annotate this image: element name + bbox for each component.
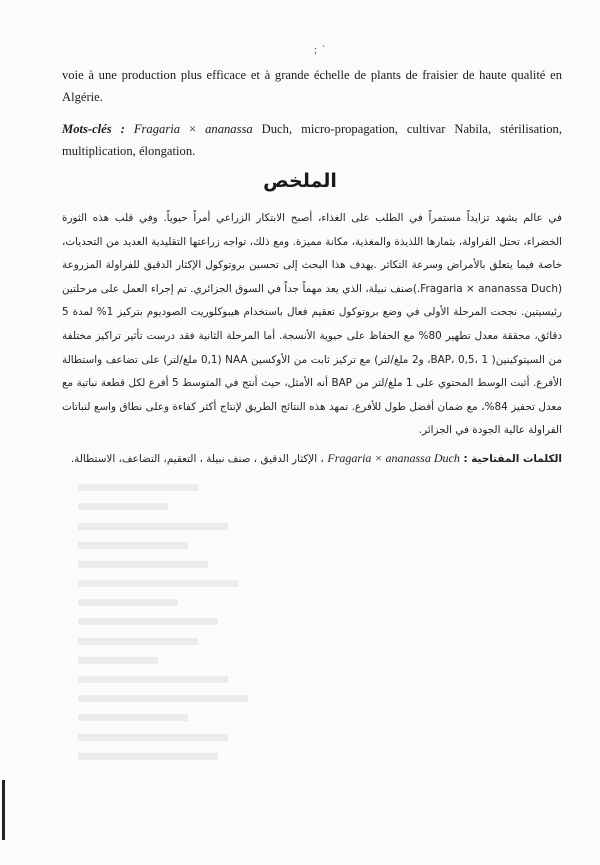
arabic-abstract-text: في عالم يشهد تزايداً مستمراً في الطلب على الغذاء، أصبح الابتكار الزراعي أمراً حيوياً. وفي قلب هذه الثورة الخضراء، تحتل الفراولة، بثمارها اللذيذة والمغذية، مكانة مميزة. ومع ذلك، تواجه زراعتها التقليدية العديد من التحديات، خاصة فيما يتعلق بالأمراض وسرعة التكاثر .يهدف هذا البحث إلى تحسين بروتوكول الإكثار الدقيق للفراولة المزروعة (Fragaria × ananassa Duch.)صنف نبيلة، الذي يعد مهماً جداً في السوق الجزائري. تم إجراء العمل على مرحلتين رئيسيتين. نجحت المرحلة الأولى في وضع بروتوكول تعقيم فعال باستخدام هيبوكلوريت الصوديوم بتركيز 1% لمدة 5 دقائق، محققة معدل تطهير 80% مع الحفاظ على حيوية الأنسجة. أما المرحلة الثانية فقد درست تأثير تراكيز مختلفة من السيتوكينين( BAP، 0,5، 1، و2 ملغ/لتر) مع تركيز ثابت من الأوكسين NAA (0,1 ملغ/لتر) على تضاعف واستطالة الأفرع. أثبت الوسط المحتوي على 1 ملغ/لتر من BAP أنه الأمثل، حيث أنتج في المتوسط 5 أفرع لكل قطعة نباتية مع معدل تحفيز 84%، مع ضمان أفضل طول للأفرع. تمهد هذه النتائج الطريق لإنتاج أكثر كفاءة وعلى نطاق واسع لنباتات الفراولة عالية الجودة في الجزائر. (62, 212, 563, 437)
arabic-keywords (62, 447, 562, 472)
arabic-abstract-body (62, 207, 562, 443)
french-keywords-label: Mots-clés : (62, 122, 125, 136)
keywords-species-epithet: ananassa (205, 122, 253, 136)
top-mark: ; ` (314, 44, 327, 56)
arabic-keywords-list: ، الإكثار الدقيق ، صنف نبيلة ، التعقيم، التضاعف، الاستطالة. (70, 453, 324, 465)
reverse-side-show-through (72, 478, 402, 766)
french-abstract-continuation (62, 64, 562, 108)
scan-edge-mark (2, 780, 5, 840)
arabic-keywords-species: Fragaria × ananassa Duch (327, 451, 460, 465)
arabic-abstract-title: الملخص (263, 170, 337, 192)
keywords-species-genus: Fragaria (133, 122, 181, 136)
keywords-cross: × (180, 122, 206, 136)
french-keywords (62, 118, 562, 162)
french-keywords-list: Duch, micro-propagation, cultivar Nabila, stérilisation, multiplication, élongation. (62, 122, 562, 158)
french-intro-text: voie à une production plus efficace et à grande échelle de plants de fraisier de haute qualité en Algérie. (62, 68, 562, 104)
arabic-keywords-label: الكلمات المفتاحية : (463, 453, 562, 465)
